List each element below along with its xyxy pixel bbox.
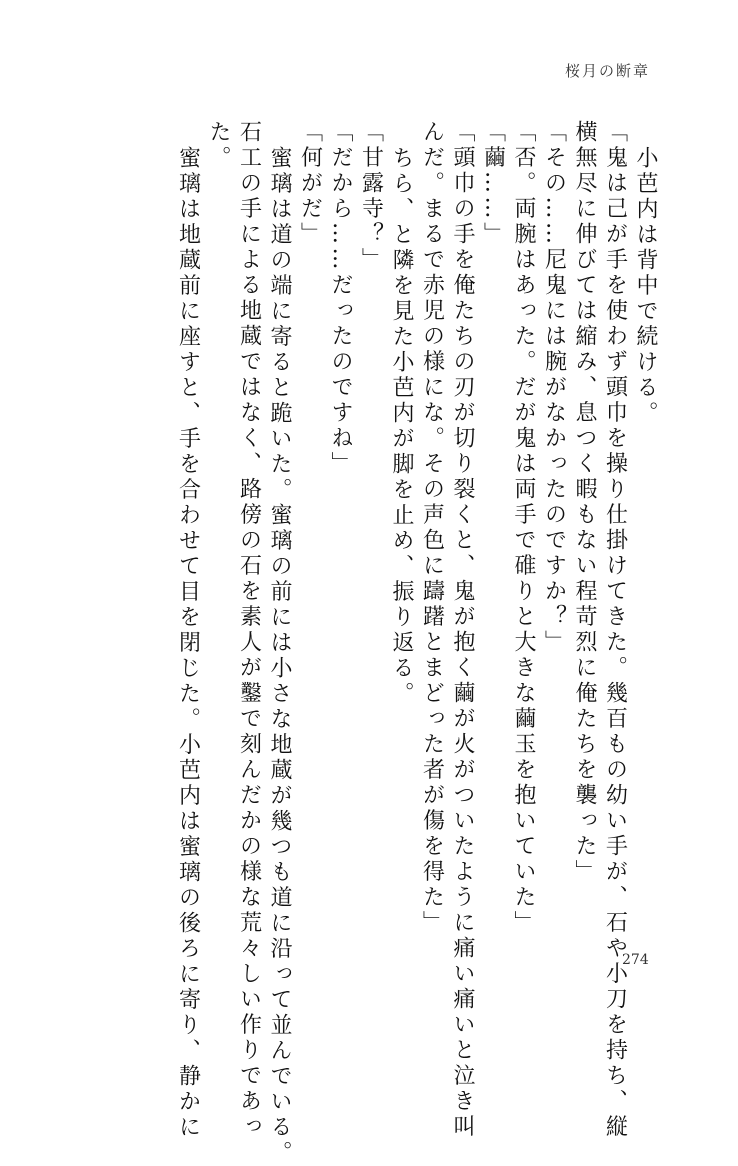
running-head: 桜月の断章: [564, 62, 650, 80]
text-line: んだ。まるで赤児の様にな。その声色に躊躇とまどった者が傷を得た」: [419, 120, 445, 936]
text-line: 「甘露寺？」: [358, 120, 384, 273]
text-line: 石工の手による地蔵ではなく、路傍の石を素人が鑿で刻んだかの様な荒々しい作りであっ: [236, 120, 262, 1140]
text-line: 「何がだ」: [297, 120, 323, 248]
text-line: 「否。両腕はあった。だが鬼は両手で碓りと大きな繭玉を抱いていた」: [511, 120, 536, 936]
text-line: 「頭巾の手を俺たちの刃が切り裂くと、鬼が抱く繭が火がついたように痛い痛いと泣き叫: [450, 120, 475, 1140]
text-line: 「繭……」: [480, 120, 506, 248]
text-line: 「その……尼鬼には腕がなかったのですか？」: [541, 120, 567, 656]
page-number: 274: [622, 952, 649, 968]
text-line: 蜜璃は道の端に寄ると跪いた。蜜璃の前には小さな地蔵が幾つも道に沿って並んでいる。: [267, 146, 292, 1166]
text-line: 小芭内は背中で続ける。: [633, 146, 658, 427]
text-line: 蜜璃は地蔵前に座すと、手を合わせて目を閉じた。小芭内は蜜璃の後ろに寄り、静かに: [175, 146, 201, 1141]
text-line: 横無尽に伸びては縮み、息つく暇もない程苛烈に俺たちを襲った」: [572, 120, 597, 885]
text-line: 「鬼は己が手を使わず頭巾を操り仕掛けてきた。幾百もの幼い手が、石や小刀を持ち、縦: [602, 120, 628, 1140]
text-line: た。: [206, 120, 231, 171]
text-line: 「だから……だったのですね」: [328, 120, 353, 477]
text-line: ちら、と隣を見た小芭内が脚を止め、振り返る。: [389, 146, 414, 707]
